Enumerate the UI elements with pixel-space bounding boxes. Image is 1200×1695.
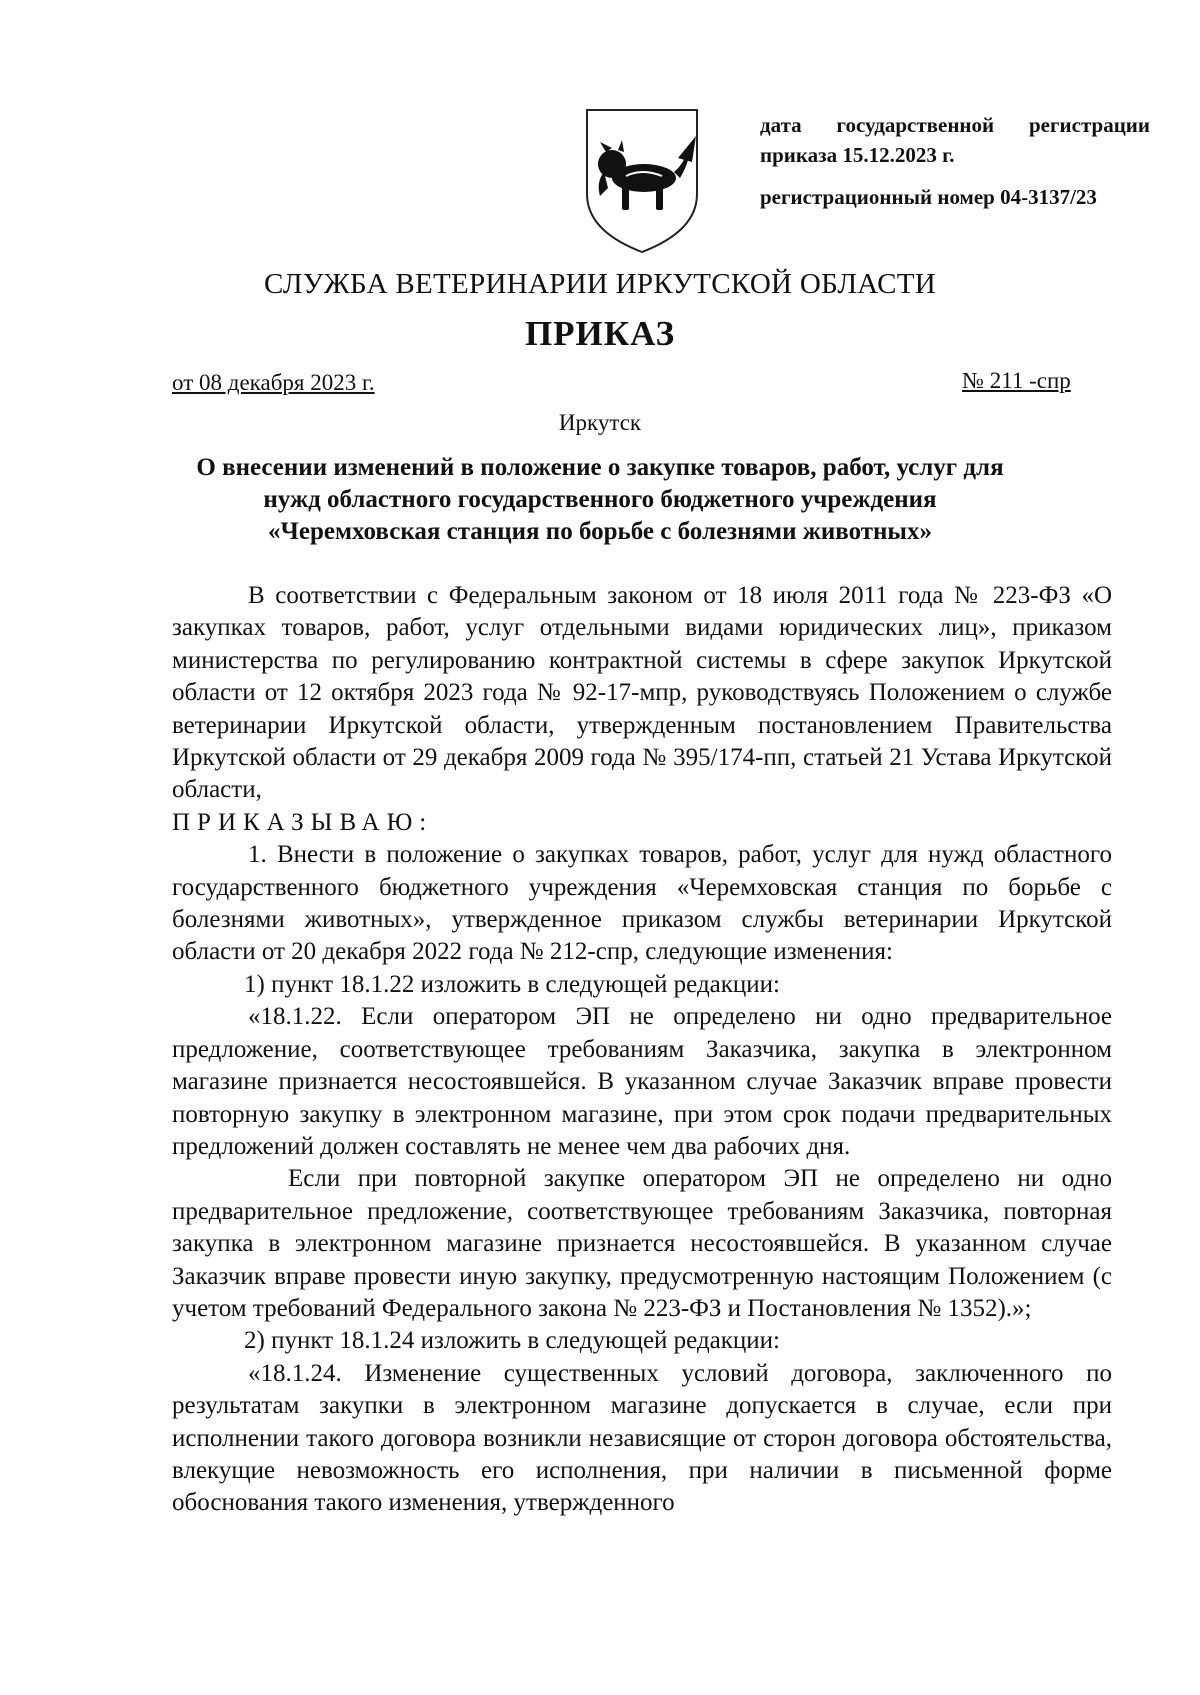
city-name: Иркутск <box>558 410 642 435</box>
order-number: № 211 -спр <box>962 368 1071 393</box>
order-title: О внесении изменений в положение о закупке товаров, работ, услуг для нужд областного государственного бюджетного учреждения «Черемховская станция по борьбе с болезнями животных» <box>196 454 1004 545</box>
clause-18-1-22-paragraph: «18.1.22. Если оператором ЭП не определено ни одно предварительное предложение, соответствующее требованиям Заказчика, закупка в электронном магазине признается несостоявшейся. В указанном случае Заказчик вправе провести повторную закупку в электронном магазине, при этом срок подачи предварительных предложений должен составлять не менее чем два рабочих дня. <box>172 1003 1112 1160</box>
document-type: ПРИКАЗ <box>524 314 676 353</box>
preamble-paragraph: В соответствии с Федеральным законом от 18 июля 2011 года № 223-ФЗ «О закупках товаров, работ, услуг отдельными видами юридических лиц», приказом министерства по регулированию контрактной системы в сфере закупок Иркутской области от 12 октября 2023 года № 92-17-мпр, руководствуясь Положением о службе ветеринарии Иркутской области, утвержденным постановлением Правительства Иркутской области от 29 декабря 2009 года № 395/174-пп, статьей 21 Устава Иркутской области, <box>172 582 1112 804</box>
order-word: ПРИКАЗЫВАЮ: <box>172 808 434 836</box>
subitem-1-heading: 1) пункт 18.1.22 изложить в следующей редакции: <box>244 970 780 998</box>
clause-18-1-24-paragraph: «18.1.24. Изменение существенных условий договора, заключенного по результатам закупки в электронном магазине допускается в случае, если при исполнении такого договора возникли независящие от сторон договора обстоятельства, влекущие невозможность его исполнения, при наличии в письменной форме обоснования такого изменения, утвержденного <box>172 1359 1112 1517</box>
coat-of-arms-emblem <box>582 106 702 256</box>
order-body <box>172 580 1112 1520</box>
registration-info <box>760 110 1150 212</box>
registration-number: регистрационный номер 04-3137/23 <box>760 185 1097 209</box>
subitem-2-heading: 2) пункт 18.1.24 изложить в следующей редакции: <box>244 1327 780 1355</box>
clause-18-1-22-continuation: Если при повторной закупке оператором ЭП не определено ни одно предварительное предложение, соответствующее требованиям Заказчика, повторная закупка в электронном магазине признается несостоявшейся. В указанном случае Заказчик вправе провести иную закупку, предусмотренную настоящим Положением (с учетом требований Федерального закона № 223-ФЗ и Постановления № 1352).»; <box>172 1165 1112 1322</box>
item-1-paragraph: 1. Внести в положение о закупках товаров, работ, услуг для нужд областного государственного бюджетного учреждения «Черемховская станция по борьбе с болезнями животных», утвержденное приказом службы ветеринарии Иркутской области от 20 декабря 2022 года № 212-спр, следующие изменения: <box>172 841 1112 966</box>
order-date: от 08 декабря 2023 г. <box>172 370 375 395</box>
registration-date: приказа 15.12.2023 г. <box>760 143 955 167</box>
agency-name: СЛУЖБА ВЕТЕРИНАРИИ ИРКУТСКОЙ ОБЛАСТИ <box>264 268 936 300</box>
registration-date-caption: дата государственной регистрации <box>760 113 1150 137</box>
